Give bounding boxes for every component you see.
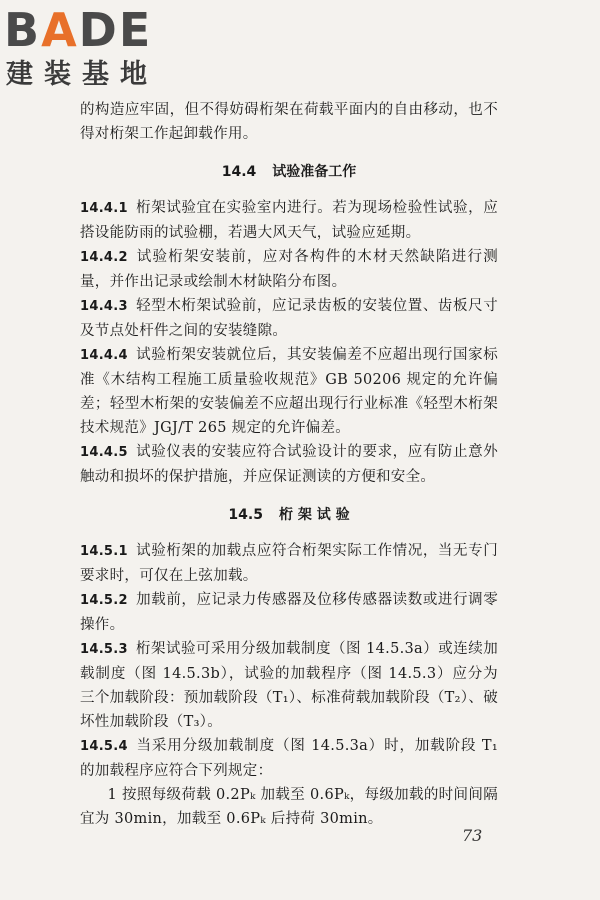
clause-14-4-1 bbox=[80, 196, 498, 245]
section-title: 试验准备工作 bbox=[272, 164, 357, 180]
clause-text: 当采用分级加载制度（图 14.5.3a）时，加载阶段 T₁ 的加载程序应符合下列规定： bbox=[80, 738, 498, 779]
clause-number: 14.4.2 bbox=[80, 250, 128, 265]
clause-number: 14.4.3 bbox=[80, 299, 128, 314]
clause-14-5-2 bbox=[80, 588, 498, 637]
clause-number: 14.5.1 bbox=[80, 544, 128, 559]
section-title: 桁 架 试 验 bbox=[278, 507, 350, 523]
section-heading-14-5 bbox=[80, 503, 498, 527]
clause-text: 试验仪表的安装应符合试验设计的要求，应有防止意外触动和损坏的保护措施，并应保证测读的方便和安全。 bbox=[80, 444, 498, 485]
clause-number: 14.5.4 bbox=[80, 739, 128, 754]
paragraph-continuation: 的构造应牢固，但不得妨碍桁架在荷载平面内的自由移动，也不得对桁架工作起卸载作用。 bbox=[80, 102, 498, 142]
clause-14-5-3 bbox=[80, 637, 498, 734]
logo-letter-b: B bbox=[4, 3, 42, 57]
clause-text: 试验桁架安装就位后，其安装偏差不应超出现行国家标准《木结构工程施工质量验收规范》GB 50206 规定的允许偏差；轻型木桁架的安装偏差不应超出现行行业标准《轻型木桁架技术规范》JGJ/T 265 规定的允许偏差。 bbox=[80, 347, 498, 436]
clause-number: 14.5.2 bbox=[80, 593, 128, 608]
section-heading-14-4 bbox=[80, 160, 498, 184]
clause-text: 试验桁架的加载点应符合桁架实际工作情况，当无专门要求时，可仅在上弦加载。 bbox=[80, 543, 498, 584]
clause-14-5-4 bbox=[80, 734, 498, 783]
section-number: 14.4 bbox=[221, 164, 257, 180]
clause-text: 加载前，应记录力传感器及位移传感器读数或进行调零操作。 bbox=[80, 592, 498, 633]
logo-subtitle: 建装基地 bbox=[6, 59, 158, 90]
document-body bbox=[80, 98, 498, 831]
list-item-1: 1 按照每级荷载 0.2Pₖ 加载至 0.6Pₖ，每级加载的时间间隔宜为 30min，加载至 0.6Pₖ 后持荷 30min。 bbox=[80, 787, 498, 827]
bade-logo bbox=[0, 4, 178, 96]
clause-text: 轻型木桁架试验前，应记录齿板的安装位置、齿板尺寸及节点处杆件之间的安装缝隙。 bbox=[80, 298, 498, 339]
clause-number: 14.4.5 bbox=[80, 445, 128, 460]
clause-text: 试验桁架安装前，应对各构件的木材天然缺陷进行测量，并作出记录或绘制木材缺陷分布图。 bbox=[80, 249, 498, 290]
logo-letter-a: A bbox=[41, 3, 79, 57]
clause-number: 14.5.3 bbox=[80, 642, 128, 657]
clause-14-4-5 bbox=[80, 440, 498, 489]
clause-14-4-3 bbox=[80, 294, 498, 343]
clause-number: 14.4.4 bbox=[80, 348, 128, 363]
clause-number: 14.4.1 bbox=[80, 201, 128, 216]
section-number: 14.5 bbox=[228, 507, 263, 523]
clause-14-4-2 bbox=[80, 245, 498, 294]
clause-text: 桁架试验可采用分级加载制度（图 14.5.3a）或连续加载制度（图 14.5.3b），试验的加载程序（图 14.5.3）应分为三个加载阶段：预加载阶段（T₁）、标准荷载加载阶段（T₂）、破坏性加载阶段（T₃）。 bbox=[80, 641, 498, 730]
clause-14-5-1 bbox=[80, 539, 498, 588]
clause-14-4-4 bbox=[80, 343, 498, 440]
clause-text: 桁架试验宜在实验室内进行。若为现场检验性试验，应搭设能防雨的试验棚，若遇大风天气，试验应延期。 bbox=[80, 200, 498, 241]
logo-letters-de: DE bbox=[78, 3, 153, 57]
logo-wordmark bbox=[4, 3, 153, 57]
page-number: 73 bbox=[462, 826, 483, 845]
